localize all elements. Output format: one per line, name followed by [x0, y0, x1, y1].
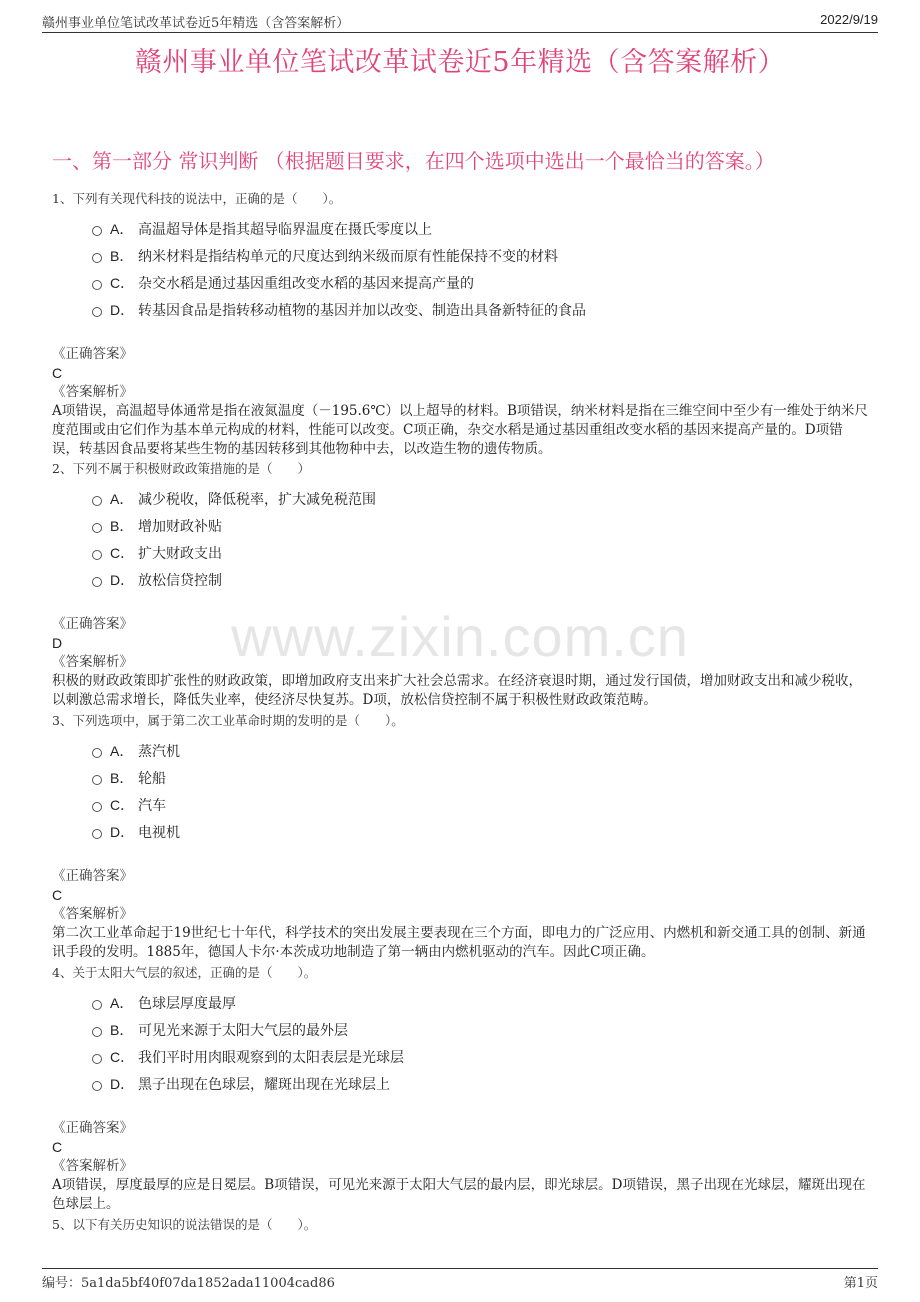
option-b[interactable]: [52, 764, 868, 791]
option-letter: B．: [110, 769, 134, 786]
option-d[interactable]: [52, 566, 868, 593]
analysis-label: 《答案解析》: [52, 906, 133, 922]
radio-icon[interactable]: [92, 1000, 102, 1010]
analysis-label: 《答案解析》: [52, 1158, 133, 1174]
option-text: 我们平时用肉眼观察到的太阳表层是光球层: [138, 1049, 404, 1066]
question-stem: 5、以下有关历史知识的说法错误的是（ ）。: [52, 1217, 317, 1232]
option-letter: B．: [110, 517, 134, 534]
option-text: 高温超导体是指其超导临界温度在摄氏零度以上: [138, 221, 432, 238]
option-letter: D．: [110, 571, 135, 588]
correct-answer: C: [52, 1139, 63, 1155]
option-text: 纳米材料是指结构单元的尺度达到纳米级而原有性能保持不变的材料: [138, 248, 558, 265]
question-5: [52, 1215, 868, 1233]
answer-analysis: A项错误，高温超导体通常是指在液氮温度（－195.6℃）以上超导的材料。B项错误，纳米材料是指在三维空间中至少有一维处于纳米尺度范围或由它们作为基本单元构成的材料，性能可以改变。C项正确，杂交水稻是通过基因重组改变水稻的基因来提高产量的。D项错误，转基因食品要将某些生物的基因转移到其他物种中去，以改造生物的遗传物质。: [52, 403, 868, 457]
option-letter: B．: [110, 1021, 134, 1038]
option-text: 增加财政补贴: [138, 518, 222, 535]
answer-block: [52, 1119, 868, 1214]
option-text: 色球层厚度最厚: [138, 995, 236, 1012]
option-a[interactable]: [52, 737, 868, 764]
analysis-label: 《答案解析》: [52, 654, 133, 670]
analysis-label: 《答案解析》: [52, 384, 133, 400]
option-c[interactable]: [52, 269, 868, 296]
option-text: 汽车: [138, 797, 166, 814]
option-text: 减少税收，降低税率，扩大减免税范围: [138, 491, 376, 508]
option-b[interactable]: [52, 242, 868, 269]
radio-icon[interactable]: [92, 1027, 102, 1037]
option-text: 扩大财政支出: [138, 545, 222, 562]
answer-block: [52, 615, 868, 710]
option-a[interactable]: [52, 215, 868, 242]
radio-icon[interactable]: [92, 577, 102, 587]
option-text: 杂交水稻是通过基因重组改变水稻的基因来提高产量的: [138, 275, 474, 292]
page-number: 第1页: [843, 1276, 878, 1291]
radio-icon[interactable]: [92, 280, 102, 290]
option-letter: C．: [110, 796, 135, 813]
radio-icon[interactable]: [92, 802, 102, 812]
answer-label: 《正确答案》: [52, 1120, 133, 1136]
option-list: [52, 989, 868, 1097]
option-d[interactable]: [52, 1070, 868, 1097]
option-a[interactable]: [52, 485, 868, 512]
option-letter: C．: [110, 1048, 135, 1065]
question-stem: 2、下列不属于积极财政政策措施的是（ ）: [52, 461, 310, 476]
option-letter: D．: [110, 823, 135, 840]
option-text: 转基因食品是指转移动植物的基因并加以改变、制造出具备新特征的食品: [138, 302, 586, 319]
option-letter: C．: [110, 544, 135, 561]
correct-answer: C: [52, 365, 63, 381]
option-letter: A．: [110, 220, 134, 237]
question-2: [52, 459, 868, 710]
option-d[interactable]: [52, 818, 868, 845]
option-text: 黑子出现在色球层，耀斑出现在光球层上: [138, 1076, 390, 1093]
page-footer: [42, 1268, 878, 1289]
answer-block: [52, 345, 868, 459]
option-list: [52, 215, 868, 323]
option-d[interactable]: [52, 296, 868, 323]
question-4: [52, 963, 868, 1214]
option-text: 电视机: [138, 824, 180, 841]
document-title: 赣州事业单位笔试改革试卷近5年精选（含答案解析）: [134, 47, 786, 78]
radio-icon[interactable]: [92, 523, 102, 533]
option-letter: D．: [110, 301, 135, 318]
option-letter: A．: [110, 994, 134, 1011]
answer-analysis: 第二次工业革命起于19世纪七十年代，科学技术的突出发展主要表现在三个方面，即电力的广泛应用、内燃机和新交通工具的创制、新通讯手段的发明。1885年，德国人卡尔·本茨成功地制造了第一辆由内燃机驱动的汽车。因此C项正确。: [52, 925, 866, 960]
answer-analysis: A项错误，厚度最厚的应是日冕层。B项错误，可见光来源于太阳大气层的最内层，即光球层。D项错误，黑子出现在光球层，耀斑出现在色球层上。: [52, 1177, 866, 1212]
question-stem: 1、下列有关现代科技的说法中，正确的是（ ）。: [52, 191, 342, 206]
option-text: 轮船: [138, 770, 166, 787]
watermark: www.zixin.com.cn: [231, 605, 689, 668]
radio-icon[interactable]: [92, 550, 102, 560]
correct-answer: C: [52, 887, 63, 903]
correct-answer: D: [52, 635, 63, 651]
question-3: [52, 711, 868, 962]
document-code: 编号：5a1da5bf40f07da1852ada11004cad86: [42, 1276, 335, 1291]
option-a[interactable]: [52, 989, 868, 1016]
radio-icon[interactable]: [92, 1081, 102, 1091]
option-b[interactable]: [52, 512, 868, 539]
question-stem: 3、下列选项中，属于第二次工业革命时期的发明的是（ ）。: [52, 713, 404, 728]
radio-icon[interactable]: [92, 1054, 102, 1064]
header-date: 2022/9/19: [820, 12, 878, 27]
page-header: [42, 12, 878, 33]
radio-icon[interactable]: [92, 226, 102, 236]
answer-block: [52, 867, 868, 962]
option-c[interactable]: [52, 539, 868, 566]
answer-label: 《正确答案》: [52, 346, 133, 362]
radio-icon[interactable]: [92, 775, 102, 785]
option-list: [52, 737, 868, 845]
option-text: 可见光来源于太阳大气层的最外层: [138, 1022, 348, 1039]
option-text: 放松信贷控制: [138, 572, 222, 589]
option-text: 蒸汽机: [138, 743, 180, 760]
section-title: 一、第一部分 常识判断 （根据题目要求，在四个选项中选出一个最恰当的答案。）: [52, 149, 775, 173]
radio-icon[interactable]: [92, 748, 102, 758]
option-letter: A．: [110, 490, 134, 507]
answer-label: 《正确答案》: [52, 616, 133, 632]
answer-label: 《正确答案》: [52, 868, 133, 884]
header-doc-title: 赣州事业单位笔试改革试卷近5年精选（含答案解析）: [42, 16, 350, 31]
option-letter: B．: [110, 247, 134, 264]
option-letter: C．: [110, 274, 135, 291]
option-b[interactable]: [52, 1016, 868, 1043]
answer-analysis: 积极的财政政策即扩张性的财政政策，即增加政府支出来扩大社会总需求。在经济衰退时期，通过发行国债，增加财政支出和减少税收，以刺激总需求增长，降低失业率，使经济尽快复苏。D项，放松信贷控制不属于积极性财政政策范畴。: [52, 673, 862, 708]
radio-icon[interactable]: [92, 829, 102, 839]
question-1: [52, 189, 868, 459]
radio-icon[interactable]: [92, 307, 102, 317]
option-list: [52, 485, 868, 593]
option-letter: A．: [110, 742, 134, 759]
option-letter: D．: [110, 1075, 135, 1092]
option-c[interactable]: [52, 791, 868, 818]
option-c[interactable]: [52, 1043, 868, 1070]
radio-icon[interactable]: [92, 253, 102, 263]
radio-icon[interactable]: [92, 496, 102, 506]
question-stem: 4、关于太阳大气层的叙述，正确的是（ ）。: [52, 965, 317, 980]
